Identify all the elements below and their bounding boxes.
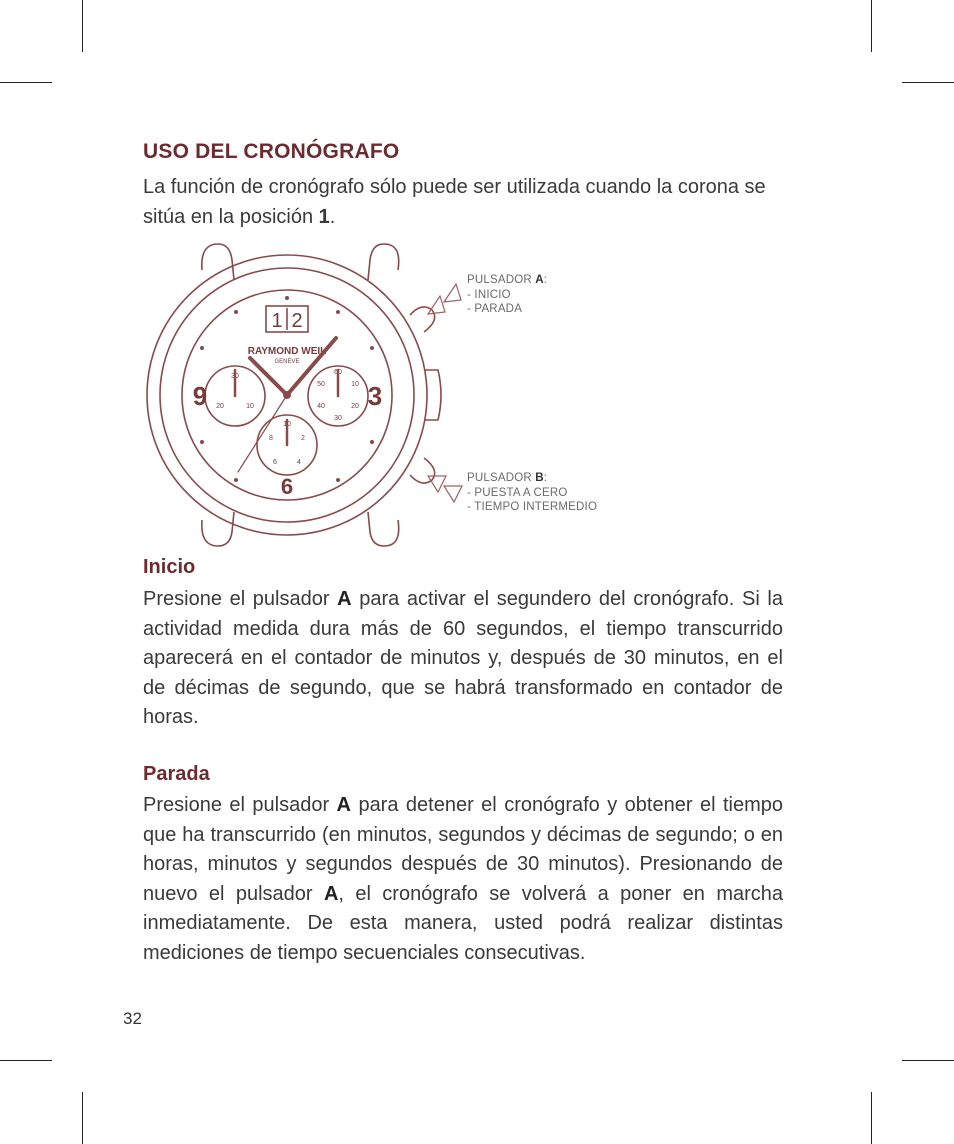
svg-text:4: 4 [297,459,301,466]
pusher-b-arrow-2 [444,486,462,502]
numeral-three: 3 [367,381,383,411]
pusher-a-item: - PARADA [467,303,523,315]
inicio-heading: Inicio [143,556,196,578]
svg-text:60: 60 [334,369,342,376]
pusher-b-arrow-1 [428,476,446,492]
svg-text:10: 10 [351,381,359,388]
intro-paragraph: La función de cronógrafo sólo puede ser utilizada cuando la corona se sitúa en la posición 1. [143,176,766,228]
svg-text:50: 50 [317,381,325,388]
svg-text:10: 10 [283,421,291,428]
parada-heading: Parada [143,763,210,785]
crop-mark-top-right [871,0,872,52]
hands-center [283,391,291,399]
parada-paragraph: Presione el pulsador A para detener el cronógrafo y obtener el tiempo que ha transcurrido (en minutos, segundos y décimas de segundo; o en horas, minutos y segundos después de 30 minutos). Presionando de nuevo el pulsador A, el cronógrafo se volverá a poner en marcha inmediatamente. De esta manera, usted podrá realizar distintas mediciones de tiempo secuenciales consecutivas. [143,794,784,964]
svg-text:20: 20 [351,403,359,410]
pusher-b-item: - PUESTA A CERO [467,486,568,499]
pusher-b-item: - TIEMPO INTERMEDIO [467,501,598,513]
page-number: 32 [123,1009,142,1028]
pusher-a-arrow-2 [444,284,461,302]
svg-text:10: 10 [246,403,254,410]
lug-top-right [368,244,399,280]
crop-mark-top-left [82,0,83,52]
pusher-b-shape [410,458,435,483]
page-title: USO DEL CRONÓGRAFO [143,140,400,163]
pusher-a-arrow-1 [428,296,445,314]
crop-mark-left-bottom [0,1060,52,1061]
lug-bottom-right [368,512,399,546]
svg-text:40: 40 [317,403,325,410]
date-digit-2: 2 [291,310,303,332]
brand-city-text: GENEVE [274,359,300,365]
pusher-b-label: PULSADOR B: - PUESTA A CERO - TIEMPO INTERMEDIO [467,472,598,513]
date-digit-1: 1 [271,310,283,332]
lug-top-left [202,244,234,280]
svg-text:6: 6 [273,459,277,466]
numeral-six: 6 [280,474,294,499]
crop-mark-bottom-right [871,1092,872,1144]
crop-mark-right-top [902,82,954,83]
svg-text:30: 30 [231,373,239,380]
svg-text:8: 8 [269,435,273,442]
svg-text:20: 20 [216,403,224,410]
svg-text:2: 2 [301,435,305,442]
crop-mark-left-top [0,82,52,83]
crop-mark-right-bottom [902,1060,954,1061]
pusher-a-shape [410,307,435,332]
brand-logo-text: RAYMOND WEIL [247,346,327,357]
inicio-paragraph: Presione el pulsador A para activar el segundero del cronógrafo. Si la actividad medida dura más de 60 segundos, el tiempo transcurrido aparecerá en el contador de minutos y, después de 30 minutos, en el de décimas de segundo, que se habrá transformado en contador de horas. [143,588,784,728]
pusher-a-item: - INICIO [467,288,511,301]
svg-text:30: 30 [334,415,342,422]
pusher-a-label: PULSADOR A: - INICIO - PARADA [467,274,548,315]
numeral-nine: 9 [192,381,208,411]
crop-mark-bottom-left [82,1092,83,1144]
